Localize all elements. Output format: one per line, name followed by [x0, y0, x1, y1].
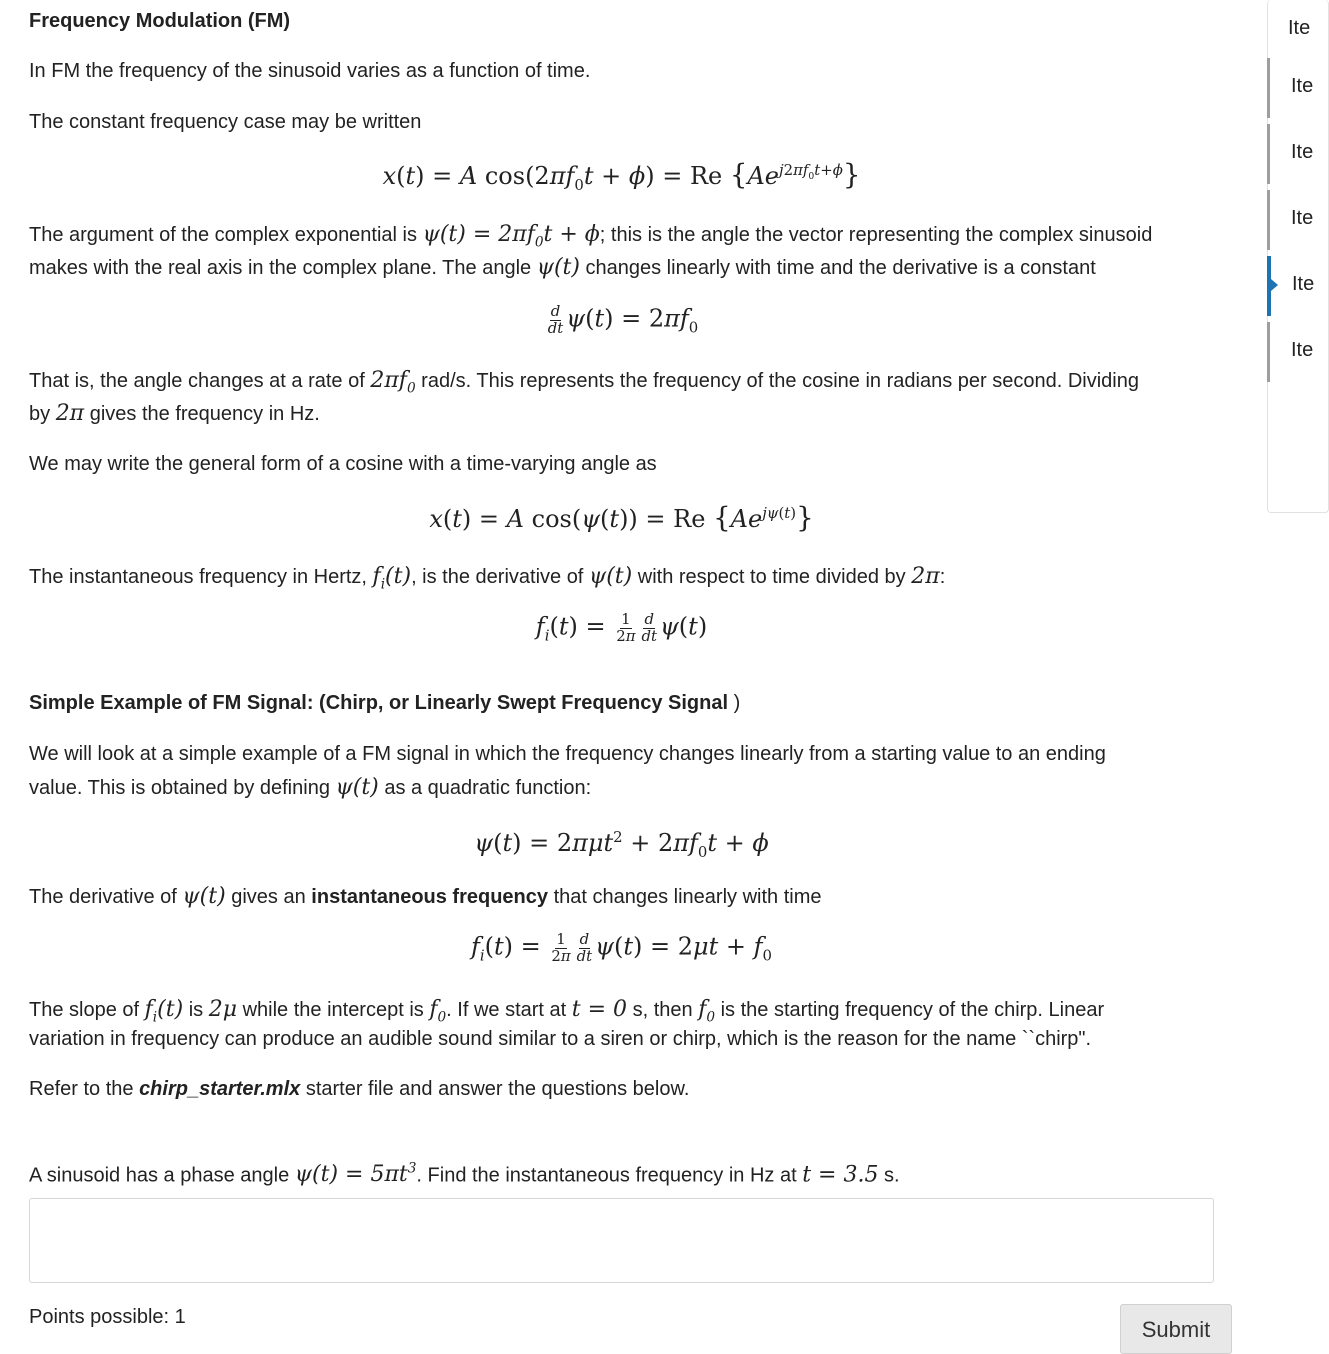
paragraph: The instantaneous frequency in Hertz, $f_i(t)$, is the derivative of ψ(t) with respect to time divided by 2π: — [29, 564, 946, 593]
question-text: A sinusoid has a phase angle $\psi(t) = 5\pi t^3$. Find the instantaneous frequency in Hz at t = 3.5 s. — [29, 1161, 900, 1188]
paragraph: The argument of the complex exponential is $\psi(t) = 2\pi f_0t + \phi$; this is the angle the vector representing the complex sinusoid — [29, 222, 1153, 251]
nav-item-5-active[interactable]: Ite — [1267, 256, 1317, 316]
paragraph: by 2π gives the frequency in Hz. — [29, 401, 320, 426]
nav-item-6[interactable]: Ite — [1267, 322, 1317, 382]
paragraph: makes with the real axis in the complex plane. The angle ψ(t) changes linearly with time and the derivative is a constant — [29, 255, 1096, 280]
nav-item-4[interactable]: Ite — [1267, 190, 1317, 250]
paragraph: The constant frequency case may be written — [29, 111, 422, 133]
equation-linear-frequency: $f_i(t)$ = $\frac{1}{2\pi}$ $\frac{d}{dt}$ $\psi(t) = 2\mu t + f_0$ — [470, 930, 772, 965]
answer-input[interactable] — [29, 1198, 1214, 1283]
nav-item-1[interactable]: Ite — [1288, 17, 1311, 39]
points-possible: Points possible: 1 — [29, 1306, 186, 1328]
starter-file-name: chirp_starter.mlx — [139, 1078, 301, 1100]
nav-item-2[interactable]: Ite — [1267, 58, 1317, 118]
nav-item-3[interactable]: Ite — [1267, 124, 1317, 184]
paragraph: We will look at a simple example of a FM signal in which the frequency changes linearly from a starting value to an ending — [29, 743, 1106, 765]
paragraph: The derivative of ψ(t) gives an instantaneous frequency that changes linearly with time — [29, 884, 822, 909]
paragraph: variation in frequency can produce an audible sound similar to a siren or chirp, which is the reason for the name ``chirp". — [29, 1028, 1092, 1050]
paragraph: Refer to the chirp_starter.mlx starter file and answer the questions below. — [29, 1078, 690, 1100]
equation-derivative-constant: $\frac{d}{dt}$ $\psi(t) = 2\pi f_0$ — [547, 302, 699, 337]
paragraph: In FM the frequency of the sinusoid varies as a function of time. — [29, 60, 591, 82]
section-heading-chirp: Simple Example of FM Signal: (Chirp, or Linearly Swept Frequency Signal ) — [29, 692, 741, 714]
paragraph: We may write the general form of a cosine with a time-varying angle as — [29, 453, 657, 475]
paragraph: The slope of $f_i(t)$ is 2μ while the intercept is $f_0$. If we start at t = 0 s, then $f_0$ is the starting frequency of the chirp. Linear — [29, 997, 1105, 1026]
paragraph: value. This is obtained by defining ψ(t) as a quadratic function: — [29, 775, 592, 800]
paragraph: That is, the angle changes at a rate of $2\pi f_0$ rad/s. This represents the frequency of the cosine in radians per second. Dividing — [29, 368, 1139, 397]
equation-general-cosine: x(t) = A cos(ψ(t)) = Re $\{Ae^{j\psi(t)}\}$ — [429, 501, 814, 534]
equation-constant-frequency: x(t) = A $\cos(2\pi f_0t + \phi) = Re$ $\{Ae^{j2\pi f_0t+\phi}\}$ — [382, 158, 861, 194]
equation-instantaneous-frequency: $f_i(t)$ = $\frac{1}{2\pi}$ $\frac{d}{dt}$ ψ(t) — [535, 610, 708, 645]
submit-button[interactable]: Submit — [1120, 1304, 1232, 1354]
section-heading-fm: Frequency Modulation (FM) — [29, 10, 291, 32]
equation-quadratic-phase: $\psi(t) = 2\pi\mu t^2 + 2\pi f_0t + \phi$ — [474, 828, 769, 861]
active-item-arrow-icon — [1271, 279, 1278, 291]
